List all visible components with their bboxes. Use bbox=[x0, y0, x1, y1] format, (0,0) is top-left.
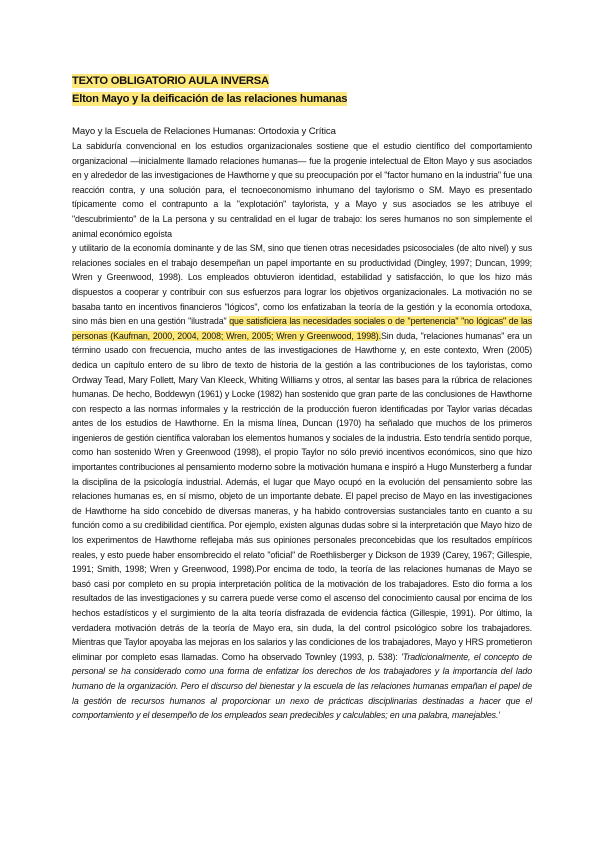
paragraph-2 bbox=[72, 241, 532, 723]
paragraph-1: La sabiduría convencional en los estudios organizacionales sostiene que el estudio científico del comportamiento organizacional —inicialmente llamado relaciones humanas— fue la progenie intelectual de Elton Mayo y sus asociados en y alrededor de las investigaciones de Hawthorne y que su preocupación por el "factor humano en la industria" fue una reacción contra, y una solución para, el tecnoeconomismo inhumano del taylorismo o SM. Mayo es presentado típicamente como el contrapunto a la "explotación" taylorista, y a Mayo y sus asociados se les atribuye el "descubrimiento" de la La persona y su centralidad en el lugar de trabajo: los seres humanos no son simplemente el animal económico egoísta bbox=[72, 141, 532, 239]
title-line-2: Elton Mayo y la deificación de las relaciones humanas bbox=[72, 93, 348, 105]
italic-quote: 'Tradicionalmente, el concepto de personal se ha considerado como una forma de enfatizar los derechos de los trabajadores y la importancia del lado humano de la organización. Pero el discurso del bienestar y la escuela de las relaciones humanas empañan el papel de la gestión de recursos humanos al proporcionar un nexo de prácticas disciplinarias destinadas a hacer que el comportamiento y el desempeño de los empleados sean predecibles y calculables; en una palabra, manejables.' bbox=[72, 651, 532, 721]
paragraph-2-text-a: y utilitario de la economía dominante y de las SM, sino que tienen otras necesidades psicosociales (de alto nivel) y sus relaciones sociales en el trabajo desempeñan un papel importante en su productividad (Dingley, 1997; Duncan, 1999; Wren y Greenwood, 1998). Los empleados obtuvieron identidad, estabilidad y satisfacción, lo que los hizo más dispuestos a cooperar y contribuir con sus esfuerzos para lograr los objetivos organizacionales. La motivación no se basaba tanto en incentivos financieros "lógicos", como los enfatizaban la teoría de la gestión y la economía ortodoxa, sino más bien en una gestión "ilustrada" bbox=[72, 243, 532, 327]
document-body bbox=[72, 71, 532, 723]
paragraph-2-text-b: Sin duda, "relaciones humanas" era un término usado con frecuencia, mucho antes de las investigaciones de Hawthorne y, en este contexto, Wren (2005) dedica un capítulo entero de su libro de texto de historia de la gestión a las contribuciones de los tayloristas, como Ordway Tead, Mary Follett, Mary Van Kleeck, Whiting Williams y otros, al sentar las bases para la rúbrica de relaciones humanas. De hecho, Boddewyn (1961) y Locke (1982) han sostenido que gran parte de las conclusiones de Hawthorne con respecto a las normas informales y la restricción de la producción fueron identificadas por Taylor varias décadas antes de los estudios de Hawthorne. En la misma línea, Duncan (1970) ha señalado que muchos de los primeros ingenieros de gestión científica valoraban los elementos humanos y sociales de la industria. Esto tendría sentido porque, como han sostenido Wren y Greenwood (1998), el propio Taylor no sólo previó incentivos económicos, sino que hizo importantes contribuciones al pensamiento moderno sobre la motivación humana e inspiró a Hugo Munsterberg a fundar la disciplina de la psicología industrial. Además, el lugar que Mayo ocupó en la evolución del pensamiento sobre las relaciones humanas es, en sí mismo, objeto de un importante debate. El papel preciso de Mayo en las investigaciones de Hawthorne ha sido concebido de diversas maneras, y ha habido controversias sustanciales tanto en cuanto a su función como a su credibilidad científica. Por ejemplo, existen algunas dudas sobre si la interpretación que Mayo hizo de los experimentos de Hawthorne reflejaba más sus opiniones personales preconcebidas que los resultados empíricos reales, y esto puede haber ensombrecido el relato "oficial" de Roethlisberger y Dickson de 1939 (Carey, 1967; Gillespie, 1991; Smith, 1998; Wren y Greenwood, 1998).Por encima de todo, la teoría de las relaciones humanas de Mayo se basó casi por completo en su propia interpretación política de la motivación de los trabajadores. Esto dio forma a los resultados de las investigaciones y su carrera puede verse como el ascenso del conocimiento causal por encima de los hechos estadísticos y el surgimiento de la alta teoría disfrazada de evidencia fáctica (Gillespie, 1991). Por último, la verdadera motivación detrás de la teoría de Mayo era, sin duda, la del control psicológico sobre los trabajadores. Mientras que Taylor apoyaba las mejoras en los salarios y las condiciones de los trabajadores, Mayo y HRS prometieron eliminar por completo esas llamadas. Como ha observado Townley (1993, p. 538): bbox=[72, 330, 532, 662]
title-line-1: TEXTO OBLIGATORIO AULA INVERSA bbox=[72, 75, 269, 87]
spacer bbox=[72, 107, 532, 125]
section-subtitle: Mayo y la Escuela de Relaciones Humanas: Ortodoxia y Crítica bbox=[72, 126, 336, 137]
highlighted-passage: que satisficiera las necesidades sociales o de "pertenencia" "no lógicas" de las personas (Kaufman, 2000, 2004, 2008; Wren, 2005; Wren y Greenwood, 1998). bbox=[72, 316, 532, 341]
